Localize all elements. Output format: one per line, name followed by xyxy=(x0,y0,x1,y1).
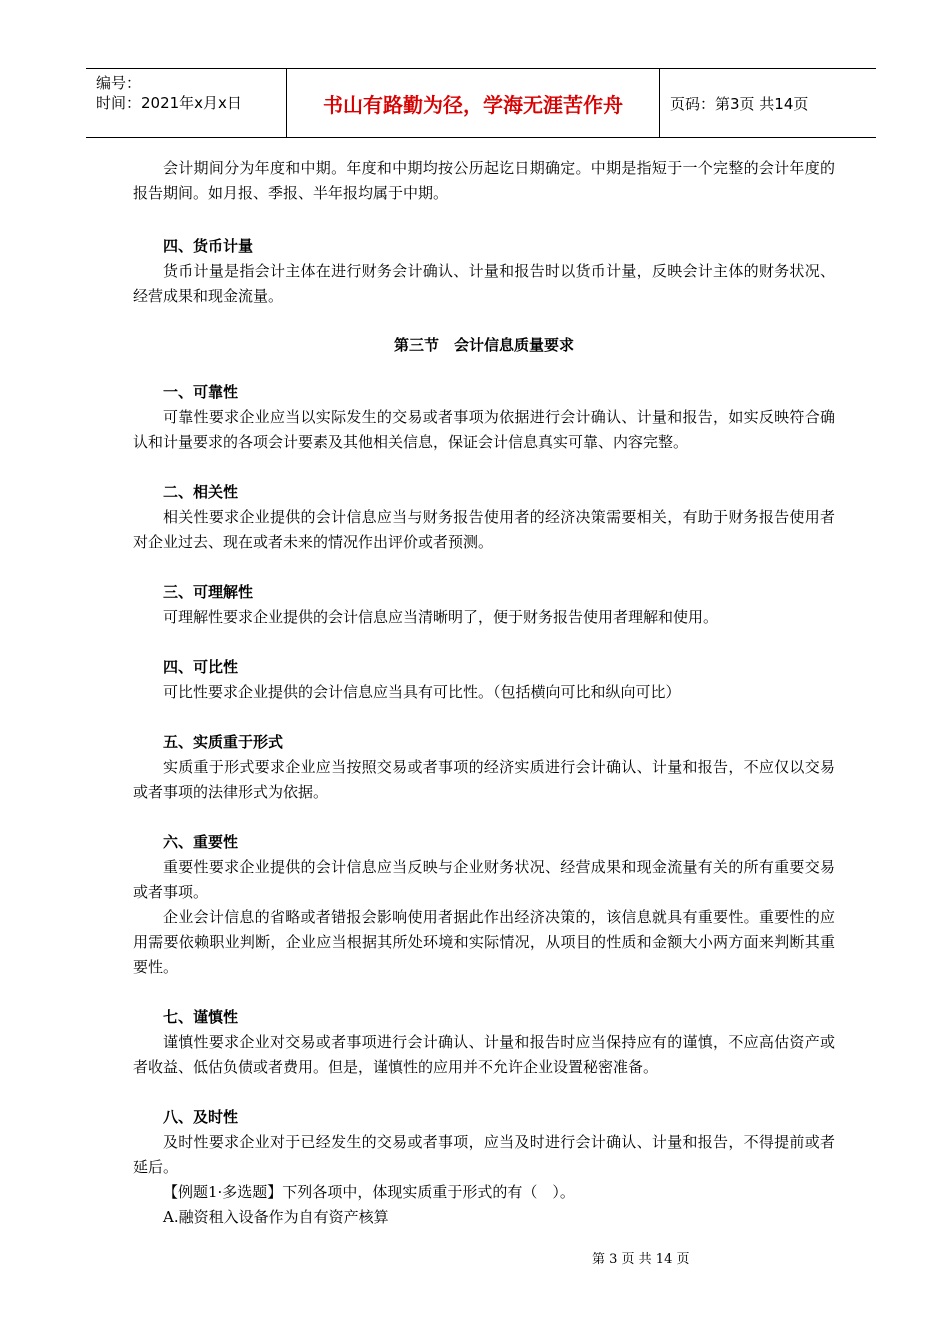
heading-reliability: 一、可靠性 xyxy=(163,383,239,401)
paragraph-currency-measurement: 货币计量是指会计主体在进行财务会计确认、计量和报告时以货币计量，反映会计主体的财务状况、经营成果和现金流量。 xyxy=(133,262,835,305)
document-number-label: 编号： xyxy=(96,74,142,92)
paragraph-reliability: 可靠性要求企业应当以实际发生的交易或者事项为依据进行会计确认、计量和报告，如实反映符合确认和计量要求的各项会计要素及其他相关信息，保证会计信息真实可靠、内容完整。 xyxy=(133,408,835,451)
paragraph-understandability: 可理解性要求企业提供的会计信息应当清晰明了，便于财务报告使用者理解和使用。 xyxy=(163,608,719,626)
paragraph-materiality-1: 重要性要求企业提供的会计信息应当反映与企业财务状况、经营成果和现金流量有关的所有重要交易或者事项。 xyxy=(133,858,835,901)
paragraph-example-question: 【例题1·多选题】下列各项中，体现实质重于形式的有（ ）。 xyxy=(163,1183,575,1201)
paragraph-accounting-period: 会计期间分为年度和中期。年度和中期均按公历起讫日期确定。中期是指短于一个完整的会计年度的报告期间。如月报、季报、半年报均属于中期。 xyxy=(133,159,835,202)
heading-understandability: 三、可理解性 xyxy=(163,583,254,601)
header-meta xyxy=(86,69,287,137)
footer-page-number: 第 3 页 共 14 页 xyxy=(592,1252,690,1267)
document-body xyxy=(133,156,835,1230)
paragraph-comparability: 可比性要求企业提供的会计信息应当具有可比性。（包括横向可比和纵向可比） xyxy=(163,683,681,701)
section-title: 第三节 会计信息质量要求 xyxy=(393,336,574,354)
heading-materiality: 六、重要性 xyxy=(163,833,239,851)
heading-substance-over-form: 五、实质重于形式 xyxy=(163,733,284,751)
paragraph-substance-over-form: 实质重于形式要求企业应当按照交易或者事项的经济实质进行会计确认、计量和报告，不应仅以交易或者事项的法律形式为依据。 xyxy=(133,758,835,801)
heading-comparability: 四、可比性 xyxy=(163,658,239,676)
paragraph-timeliness: 及时性要求企业对于已经发生的交易或者事项，应当及时进行会计确认、计量和报告，不得提前或者延后。 xyxy=(133,1133,835,1176)
paragraph-materiality-2: 企业会计信息的省略或者错报会影响使用者据此作出经济决策的，该信息就具有重要性。重要性的应用需要依赖职业判断，企业应当根据其所处环境和实际情况，从项目的性质和金额大小两方面来判断其重要性。 xyxy=(133,908,835,976)
document-date: 时间：2021年x月x日 xyxy=(96,94,242,112)
header-motto: 书山有路勤为径，学海无涯苦作舟 xyxy=(287,69,660,137)
heading-relevance: 二、相关性 xyxy=(163,483,239,501)
paragraph-relevance: 相关性要求企业提供的会计信息应当与财务报告使用者的经济决策需要相关，有助于财务报告使用者对企业过去、现在或者未来的情况作出评价或者预测。 xyxy=(133,508,835,551)
paragraph-prudence: 谨慎性要求企业对交易或者事项进行会计确认、计量和报告时应当保持应有的谨慎，不应高估资产或者收益、低估负债或者费用。但是，谨慎性的应用并不允许企业设置秘密准备。 xyxy=(133,1033,835,1076)
paragraph-option-a: A.融资租入设备作为自有资产核算 xyxy=(163,1208,389,1226)
heading-currency-measurement: 四、货币计量 xyxy=(163,237,254,255)
heading-prudence: 七、谨慎性 xyxy=(163,1008,239,1026)
header-page-info: 页码：第3页 共14页 xyxy=(670,94,809,113)
page-header xyxy=(86,68,876,138)
heading-timeliness: 八、及时性 xyxy=(163,1108,239,1126)
